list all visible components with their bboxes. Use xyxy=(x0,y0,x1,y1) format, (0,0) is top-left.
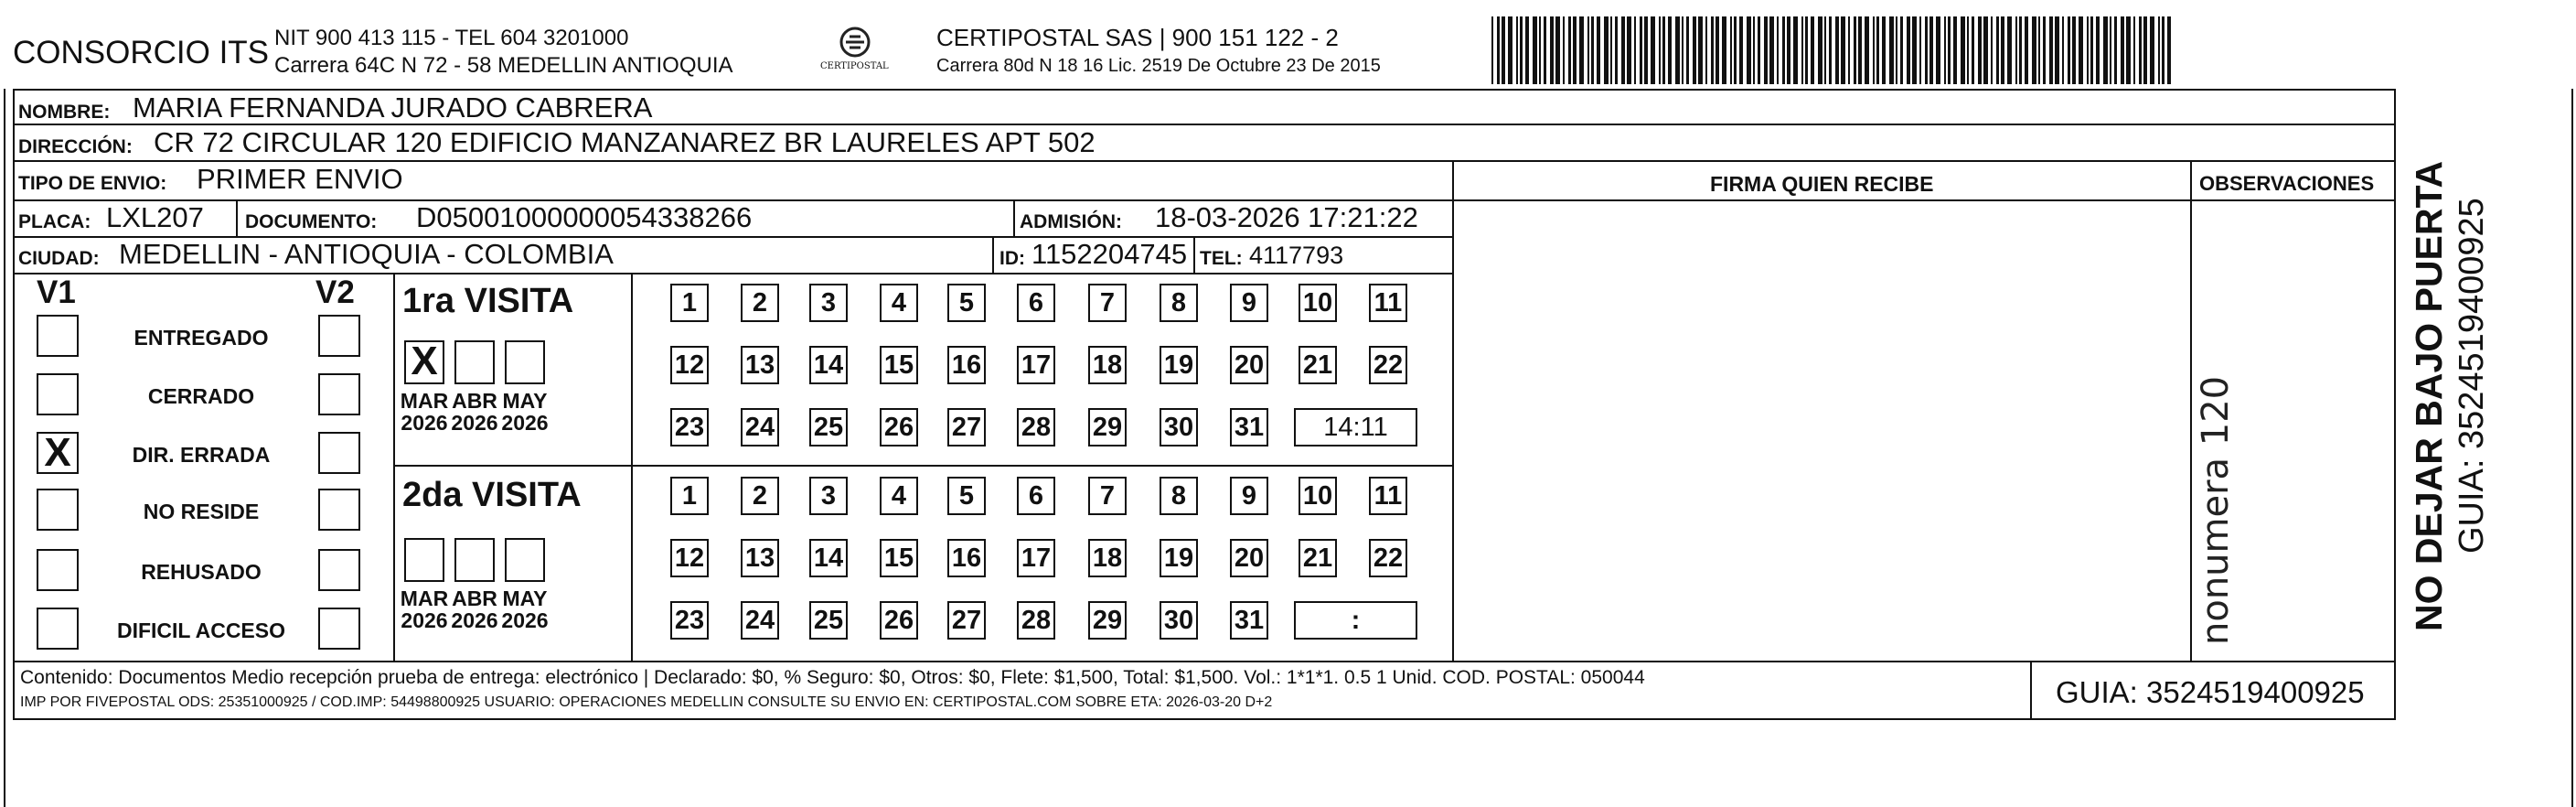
barcode-bar xyxy=(1858,16,1862,84)
barcode-bar xyxy=(2019,16,2022,84)
barcode-bar xyxy=(2096,16,2100,84)
status-label: DIR. ERRADA xyxy=(132,443,271,467)
month-year: 2026 xyxy=(501,608,549,633)
barcode-bar xyxy=(1675,16,1680,84)
brand-name: CONSORCIO ITS xyxy=(13,35,270,70)
firma-header: FIRMA QUIEN RECIBE xyxy=(1710,172,1934,196)
barcode-bar xyxy=(1907,16,1910,84)
barcode-bar xyxy=(2087,16,2089,84)
barcode-bar xyxy=(2150,16,2154,84)
day-box[interactable]: 19 xyxy=(1160,539,1198,577)
barcode-bar xyxy=(1787,16,1790,84)
barcode-bar xyxy=(1801,16,1803,84)
barcode-bar xyxy=(1824,16,1826,84)
barcode-bar xyxy=(2158,16,2160,84)
barcode-bar xyxy=(1865,16,1869,84)
day-box[interactable]: 29 xyxy=(1088,601,1127,640)
certipostal-logo xyxy=(818,24,892,79)
month-label xyxy=(397,390,452,434)
certipostal-name: CERTIPOSTAL SAS | 900 151 122 - 2 xyxy=(936,24,1339,51)
barcode-bar xyxy=(1563,16,1565,84)
month-checkbox[interactable] xyxy=(505,538,545,582)
month-year: 2026 xyxy=(401,411,448,436)
day-box[interactable]: 30 xyxy=(1160,601,1198,640)
month-label xyxy=(397,587,452,631)
month-label xyxy=(497,587,552,631)
handwritten-observation: nonumera 120 xyxy=(2195,375,2237,645)
ciudad-label: CIUDAD: xyxy=(18,248,100,269)
barcode-bar xyxy=(2001,16,2004,84)
barcode xyxy=(1491,16,2177,84)
month-label xyxy=(497,390,552,434)
day-box[interactable]: 21 xyxy=(1299,346,1337,384)
barcode-bar xyxy=(1777,16,1779,84)
barcode-bar xyxy=(1978,16,1982,84)
barcode-bar xyxy=(1929,16,1933,84)
barcode-bar xyxy=(2072,16,2076,84)
day-box[interactable]: 10 xyxy=(1299,284,1337,322)
month-year: 2026 xyxy=(401,608,448,633)
barcode-bar xyxy=(1711,16,1714,84)
barcode-bar xyxy=(2062,16,2064,84)
barcode-bar xyxy=(1533,16,1537,84)
barcode-bar xyxy=(1818,16,1822,84)
barcode-bar xyxy=(1659,16,1661,84)
ciudad-value: MEDELLIN - ANTIOQUIA - COLOMBIA xyxy=(119,238,614,270)
barcode-bar xyxy=(1698,16,1703,84)
barcode-bar xyxy=(1604,16,1609,84)
month-checkbox[interactable] xyxy=(454,538,495,582)
v1-checkbox[interactable]: X xyxy=(37,432,79,474)
company-address: Carrera 64C N 72 - 58 MEDELLIN ANTIOQUIA xyxy=(274,53,733,78)
barcode-bar xyxy=(2079,16,2083,84)
barcode-bar xyxy=(1793,16,1798,84)
barcode-bar xyxy=(2032,16,2036,84)
day-box[interactable]: 31 xyxy=(1230,601,1268,640)
observaciones-header: OBSERVACIONES xyxy=(2199,172,2375,195)
barcode-bar xyxy=(2167,16,2171,84)
barcode-bar xyxy=(2068,16,2070,84)
barcode-bar xyxy=(2090,16,2093,84)
v2-checkbox[interactable] xyxy=(318,315,360,357)
day-box[interactable]: 9 xyxy=(1230,477,1268,515)
tipo-label: TIPO DE ENVIO: xyxy=(18,173,167,194)
v1-checkbox[interactable] xyxy=(37,489,79,531)
direccion-label: DIRECCIÓN: xyxy=(18,136,133,157)
day-box[interactable]: 25 xyxy=(809,601,848,640)
day-box[interactable]: 22 xyxy=(1369,539,1407,577)
v2-checkbox[interactable] xyxy=(318,489,360,531)
barcode-bar xyxy=(1882,16,1886,84)
barcode-bar xyxy=(1686,16,1689,84)
v2-checkbox[interactable] xyxy=(318,608,360,650)
barcode-bar xyxy=(1805,16,1808,84)
barcode-bar xyxy=(1948,16,1951,84)
tel-label: TEL: xyxy=(1200,248,1243,269)
barcode-bar xyxy=(1747,16,1751,84)
footer-guia: GUIA: 3524519400925 xyxy=(2056,675,2365,709)
month-label xyxy=(447,587,502,631)
day-box[interactable]: 1 xyxy=(670,477,709,515)
barcode-bar xyxy=(1835,16,1839,84)
v1-checkbox[interactable] xyxy=(37,315,79,357)
month-name: ABR xyxy=(452,586,497,610)
barcode-bar xyxy=(1668,16,1672,84)
day-box[interactable]: 15 xyxy=(880,539,918,577)
day-box[interactable]: 16 xyxy=(947,346,986,384)
barcode-bar xyxy=(1944,16,1946,84)
barcode-bar xyxy=(1716,16,1719,84)
barcode-bar xyxy=(1912,16,1917,84)
barcode-bar xyxy=(1693,16,1696,84)
footer-line1: Contenido: Documentos Medio recepción prueba de entrega: electrónico | Declarado: $0, % Seguro: $0, Otros: $0, Flete: $1,500, Total: $1,500. Vol.: 1*1*1. 0.5 1 Unid. COD. POSTAL: 050044 xyxy=(20,667,1645,688)
barcode-bar xyxy=(1579,16,1584,84)
second-visit-title: 2da VISITA xyxy=(402,476,582,514)
day-box[interactable]: 31 xyxy=(1230,408,1268,447)
barcode-bar xyxy=(2162,16,2164,84)
barcode-bar xyxy=(1996,16,1999,84)
admision-label: ADMISIÓN: xyxy=(1020,211,1122,232)
barcode-bar xyxy=(1764,16,1768,84)
nombre-value: MARIA FERNANDA JURADO CABRERA xyxy=(133,91,653,124)
day-box[interactable]: 25 xyxy=(809,408,848,447)
month-year: 2026 xyxy=(501,411,549,436)
barcode-bar xyxy=(1516,16,1518,84)
month-name: MAY xyxy=(502,586,548,610)
day-box[interactable]: 23 xyxy=(670,408,709,447)
day-box[interactable]: 16 xyxy=(947,539,986,577)
day-box[interactable]: 7 xyxy=(1088,284,1127,322)
v1-checkbox[interactable] xyxy=(37,549,79,591)
barcode-bar xyxy=(1544,16,1546,84)
barcode-bar xyxy=(1841,16,1845,84)
day-box[interactable]: 24 xyxy=(741,601,779,640)
barcode-bar xyxy=(2126,16,2131,84)
day-box[interactable]: 12 xyxy=(670,539,709,577)
month-name: ABR xyxy=(452,389,497,413)
day-box[interactable]: 20 xyxy=(1230,539,1268,577)
month-label xyxy=(447,390,502,434)
day-box[interactable]: 6 xyxy=(1017,477,1055,515)
day-box[interactable]: 20 xyxy=(1230,346,1268,384)
day-box[interactable]: 26 xyxy=(880,601,918,640)
day-box[interactable]: 10 xyxy=(1299,477,1337,515)
barcode-bar xyxy=(2143,16,2147,84)
barcode-bar xyxy=(1610,16,1612,84)
day-box[interactable]: 18 xyxy=(1088,346,1127,384)
barcode-bar xyxy=(1730,16,1732,84)
barcode-bar xyxy=(1739,16,1743,84)
month-checkbox[interactable] xyxy=(505,340,545,384)
day-box[interactable]: 28 xyxy=(1017,601,1055,640)
day-box[interactable]: 27 xyxy=(947,408,986,447)
month-checkbox[interactable]: X xyxy=(404,340,444,384)
barcode-bar xyxy=(1889,16,1894,84)
barcode-bar xyxy=(2015,16,2017,84)
day-box[interactable]: 21 xyxy=(1299,539,1337,577)
day-box[interactable]: 27 xyxy=(947,601,986,640)
day-box[interactable]: 30 xyxy=(1160,408,1198,447)
side-guia: GUIA: 3524519400925 xyxy=(2453,198,2491,554)
barcode-bar xyxy=(1502,16,1505,84)
status-label: ENTREGADO xyxy=(134,326,269,350)
first-visit-title: 1ra VISITA xyxy=(402,282,574,320)
barcode-bar xyxy=(1896,16,1897,84)
barcode-bar xyxy=(1591,16,1594,84)
logo-text: CERTIPOSTAL xyxy=(820,61,889,71)
month-year: 2026 xyxy=(451,608,498,633)
barcode-bar xyxy=(1983,16,1988,84)
day-box[interactable]: 15 xyxy=(880,346,918,384)
barcode-bar xyxy=(1644,16,1648,84)
v1-header: V1 xyxy=(37,274,76,310)
barcode-bar xyxy=(1972,16,1974,84)
day-box[interactable]: 8 xyxy=(1160,284,1198,322)
day-box[interactable]: 2 xyxy=(741,477,779,515)
id-label: ID: xyxy=(999,248,1025,269)
barcode-bar xyxy=(1925,16,1928,84)
barcode-bar xyxy=(2025,16,2028,84)
tipo-value: PRIMER ENVIO xyxy=(197,163,403,195)
barcode-bar xyxy=(1520,16,1523,84)
barcode-bar xyxy=(1953,16,1957,84)
barcode-bar xyxy=(1587,16,1589,84)
day-box[interactable]: 3 xyxy=(809,477,848,515)
v1-checkbox[interactable] xyxy=(37,608,79,650)
day-box[interactable]: 14 xyxy=(809,346,848,384)
barcode-bar xyxy=(1662,16,1665,84)
admision-value: 18-03-2026 17:21:22 xyxy=(1155,201,1418,233)
day-box[interactable]: 5 xyxy=(947,477,986,515)
barcode-bar xyxy=(2049,16,2053,84)
barcode-bar xyxy=(1919,16,1921,84)
barcode-bar xyxy=(1876,16,1879,84)
barcode-bar xyxy=(2038,16,2040,84)
barcode-bar xyxy=(1634,16,1636,84)
day-box[interactable]: 6 xyxy=(1017,284,1055,322)
barcode-bar xyxy=(1961,16,1965,84)
v2-checkbox[interactable] xyxy=(318,549,360,591)
day-box[interactable]: 28 xyxy=(1017,408,1055,447)
barcode-bar xyxy=(2007,16,2012,84)
day-box[interactable]: 11 xyxy=(1369,284,1407,322)
barcode-bar xyxy=(1539,16,1541,84)
barcode-bar xyxy=(1651,16,1655,84)
day-box[interactable]: 1 xyxy=(670,284,709,322)
day-box[interactable]: 24 xyxy=(741,408,779,447)
day-box[interactable]: 9 xyxy=(1230,284,1268,322)
barcode-bar xyxy=(1508,16,1512,84)
barcode-bar xyxy=(1640,16,1642,84)
barcode-bar xyxy=(1573,16,1577,84)
day-box[interactable]: 4 xyxy=(880,477,918,515)
barcode-bar xyxy=(2133,16,2135,84)
certipostal-address: Carrera 80d N 18 16 Lic. 2519 De Octubre 23 De 2015 xyxy=(936,56,1381,76)
barcode-bar xyxy=(1621,16,1625,84)
barcode-bar xyxy=(2043,16,2046,84)
month-name: MAY xyxy=(502,389,548,413)
day-box[interactable]: 26 xyxy=(880,408,918,447)
barcode-bar xyxy=(1497,16,1500,84)
barcode-bar xyxy=(1967,16,1969,84)
footer-line2: IMP POR FIVEPOSTAL ODS: 25351000925 / COD.IMP: 54498800925 USUARIO: OPERACIONES MEDELLIN CONSULTE SU ENVIO EN: CERTIPOSTAL.COM SOBRE ETA: 2026-03-20 D+2 xyxy=(20,694,1273,710)
nit-line: NIT 900 413 115 - TEL 604 3201000 xyxy=(274,26,629,50)
barcode-bar xyxy=(1829,16,1832,84)
day-box[interactable]: 18 xyxy=(1088,539,1127,577)
day-box[interactable]: 19 xyxy=(1160,346,1198,384)
barcode-bar xyxy=(1550,16,1554,84)
month-name: MAR xyxy=(400,586,449,610)
barcode-bar xyxy=(1627,16,1631,84)
day-box[interactable]: 13 xyxy=(741,346,779,384)
barcode-bar xyxy=(2139,16,2142,84)
day-box[interactable]: 14 xyxy=(809,539,848,577)
documento-value: D05001000000054338266 xyxy=(416,201,753,233)
v2-checkbox[interactable] xyxy=(318,432,360,474)
barcode-bar xyxy=(1873,16,1875,84)
barcode-bar xyxy=(1525,16,1529,84)
day-box[interactable]: 22 xyxy=(1369,346,1407,384)
barcode-bar xyxy=(1568,16,1571,84)
id-value: 1152204745 xyxy=(1031,238,1188,270)
barcode-bar xyxy=(2114,16,2117,84)
barcode-bar xyxy=(1555,16,1560,84)
barcode-bar xyxy=(1811,16,1814,84)
day-box[interactable]: 11 xyxy=(1369,477,1407,515)
documento-label: DOCUMENTO: xyxy=(245,211,378,232)
barcode-bar xyxy=(1758,16,1760,84)
barcode-bar xyxy=(2121,16,2124,84)
visit-time-box[interactable]: : xyxy=(1294,601,1417,640)
placa-label: PLACA: xyxy=(18,211,91,232)
month-year: 2026 xyxy=(451,411,498,436)
visit-time-box[interactable]: 14:11 xyxy=(1294,408,1417,447)
v2-header: V2 xyxy=(315,274,355,310)
barcode-bar xyxy=(1491,16,1493,84)
tel-value: 4117793 xyxy=(1249,242,1344,269)
barcode-bar xyxy=(1734,16,1737,84)
barcode-bar xyxy=(1615,16,1618,84)
barcode-bar xyxy=(1854,16,1856,84)
barcode-bar xyxy=(1900,16,1903,84)
placa-value: LXL207 xyxy=(106,201,204,233)
day-box[interactable]: 5 xyxy=(947,284,986,322)
status-label: DIFICIL ACCESO xyxy=(116,619,285,642)
day-box[interactable]: 2 xyxy=(741,284,779,322)
status-label: REHUSADO xyxy=(141,560,262,584)
day-box[interactable]: 12 xyxy=(670,346,709,384)
day-box[interactable]: 29 xyxy=(1088,408,1127,447)
day-box[interactable]: 3 xyxy=(809,284,848,322)
barcode-bar xyxy=(1753,16,1755,84)
day-box[interactable]: 17 xyxy=(1017,539,1055,577)
barcode-bar xyxy=(2110,16,2111,84)
status-label: CERRADO xyxy=(147,384,255,408)
barcode-bar xyxy=(1769,16,1774,84)
barcode-bar xyxy=(1782,16,1785,84)
barcode-bar xyxy=(1991,16,1993,84)
month-name: MAR xyxy=(400,389,449,413)
month-checkbox[interactable] xyxy=(454,340,495,384)
barcode-bar xyxy=(1597,16,1600,84)
nombre-label: NOMBRE: xyxy=(18,102,111,123)
month-checkbox[interactable] xyxy=(404,538,444,582)
barcode-bar xyxy=(1936,16,1940,84)
barcode-bar xyxy=(1682,16,1683,84)
side-warning: NO DEJAR BAJO PUERTA xyxy=(2408,160,2450,631)
day-box[interactable]: 17 xyxy=(1017,346,1055,384)
day-box[interactable]: 23 xyxy=(670,601,709,640)
day-box[interactable]: 4 xyxy=(880,284,918,322)
barcode-bar xyxy=(1722,16,1726,84)
direccion-value: CR 72 CIRCULAR 120 EDIFICIO MANZANAREZ BR LAURELES APT 502 xyxy=(154,126,1096,158)
barcode-bar xyxy=(1705,16,1707,84)
barcode-bar xyxy=(2055,16,2059,84)
barcode-bar xyxy=(1848,16,1850,84)
day-box[interactable]: 7 xyxy=(1088,477,1127,515)
status-label: NO RESIDE xyxy=(143,500,260,523)
day-box[interactable]: 8 xyxy=(1160,477,1198,515)
v1-checkbox[interactable] xyxy=(37,373,79,415)
v2-checkbox[interactable] xyxy=(318,373,360,415)
day-box[interactable]: 13 xyxy=(741,539,779,577)
barcode-bar xyxy=(2103,16,2108,84)
